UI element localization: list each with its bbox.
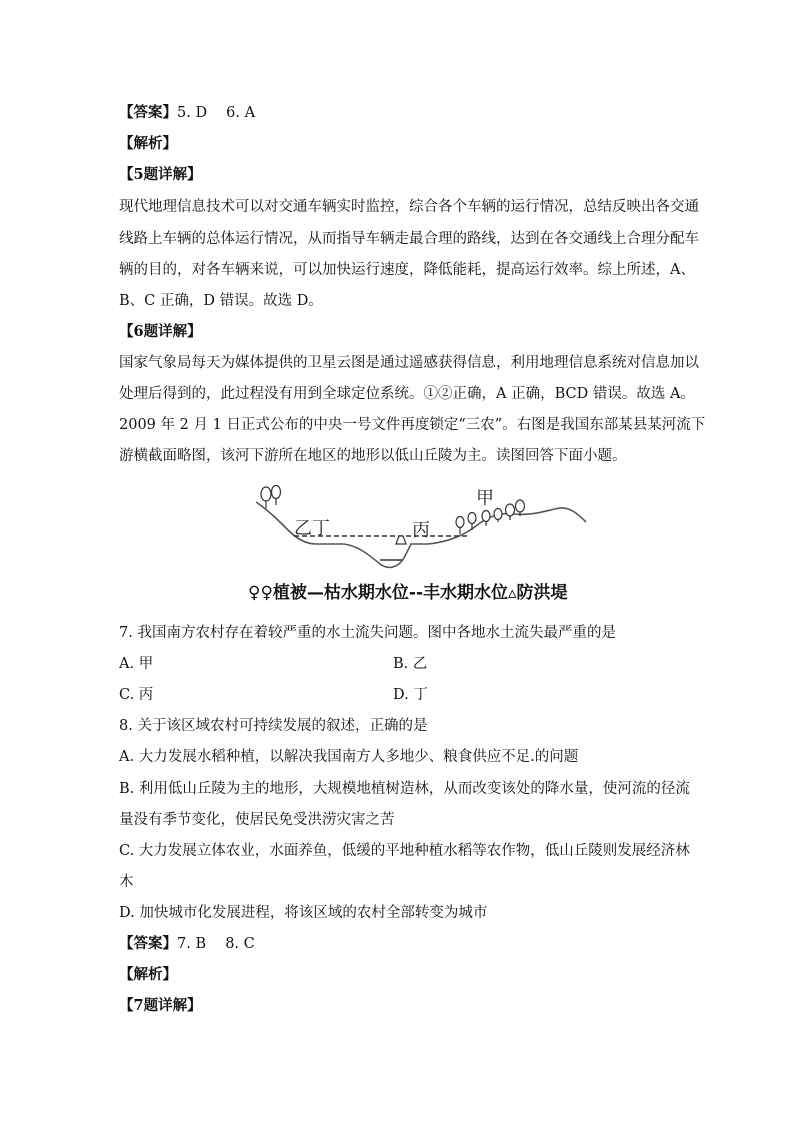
q6-paragraph-line: 处理后得到的，此过程没有用到全球定位系统。①②正确，A 正确，BCD 错误。故选 A。	[119, 386, 695, 402]
label-yi-ding: 乙丁	[294, 518, 330, 539]
q8-option-line: 木	[119, 874, 134, 890]
q7-detail-heading: 【7题详解】	[119, 997, 202, 1014]
answer-line-1	[119, 104, 679, 122]
intro-paragraph-line: 2009 年 2 月 1 日正式公布的中央一号文件再度锁定“三农”。右图是我国东部某县某河流下	[119, 417, 706, 433]
q8-stem: 8. 关于该区域农村可持续发展的叙述，正确的是	[119, 718, 428, 734]
answer-text: 7. B 8. C	[177, 936, 255, 952]
q5-paragraph-line: 辆的目的，对各车辆来说，可以加快运行速度，降低能耗，提高运行效率。综上所述，A、	[119, 262, 695, 278]
answer-label: 【答案】	[119, 104, 177, 121]
analysis-heading: 【解析】	[119, 966, 177, 983]
q7-option-d: D. 丁	[393, 687, 428, 703]
q6-detail-heading: 【6题详解】	[119, 323, 202, 340]
analysis-heading: 【解析】	[119, 135, 177, 152]
q5-detail-heading: 【5题详解】	[119, 166, 202, 183]
q5-paragraph-line: 线路上车辆的总体运行情况，从而指导车辆走最合理的路线，达到在各交通线上合理分配车	[119, 231, 699, 247]
vegetation-left-icon	[261, 486, 281, 509]
label-jia: 甲	[476, 488, 494, 509]
q5-paragraph-line: B、C 正确，D 错误。故选 D。	[119, 293, 323, 309]
q5-paragraph-line: 现代地理信息技术可以对交通车辆实时监控，综合各个车辆的运行情况，总结反映出各交通	[119, 199, 699, 215]
river-cross-section-figure	[248, 480, 600, 605]
q7-stem: 7. 我国南方农村存在着较严重的水土流失问题。图中各地水土流失最严重的是	[119, 625, 616, 641]
q7-option-b: B. 乙	[393, 656, 428, 672]
label-bing: 丙	[412, 520, 430, 541]
answer-label: 【答案】	[119, 935, 177, 952]
figure-legend: ♀♀植被—枯水期水位--丰水期水位▵防洪堤	[248, 583, 568, 603]
q8-option-line: A. 大力发展水稻种植，以解决我国南方人多地少、粮食供应不足.的问题	[119, 749, 579, 765]
intro-paragraph-line: 游横截面略图，该河下游所在地区的地形以低山丘陵为主。读图回答下面小题。	[119, 448, 627, 464]
levee-icon	[396, 536, 406, 544]
q8-option-line: C. 大力发展立体农业，水面养鱼，低缓的平地种植水稻等农作物，低山丘陵则发展经济林	[119, 843, 690, 859]
q8-option-line: B. 利用低山丘陵为主的地形，大规模地植树造林，从而改变该处的降水量，使河流的径流	[119, 781, 690, 797]
q8-option-line: D. 加快城市化发展进程，将该区域的农村全部转变为城市	[119, 905, 488, 921]
q8-option-line: 量没有季节变化，使居民免受洪涝灾害之苦	[119, 812, 395, 828]
answer-line-2	[119, 935, 679, 953]
q7-option-a: A. 甲	[119, 656, 154, 672]
q6-paragraph-line: 国家气象局每天为媒体提供的卫星云图是通过遥感获得信息，利用地理信息系统对信息加以	[119, 355, 699, 371]
q7-option-c: C. 丙	[119, 687, 154, 703]
answer-text: 5. D 6. A	[177, 105, 256, 121]
